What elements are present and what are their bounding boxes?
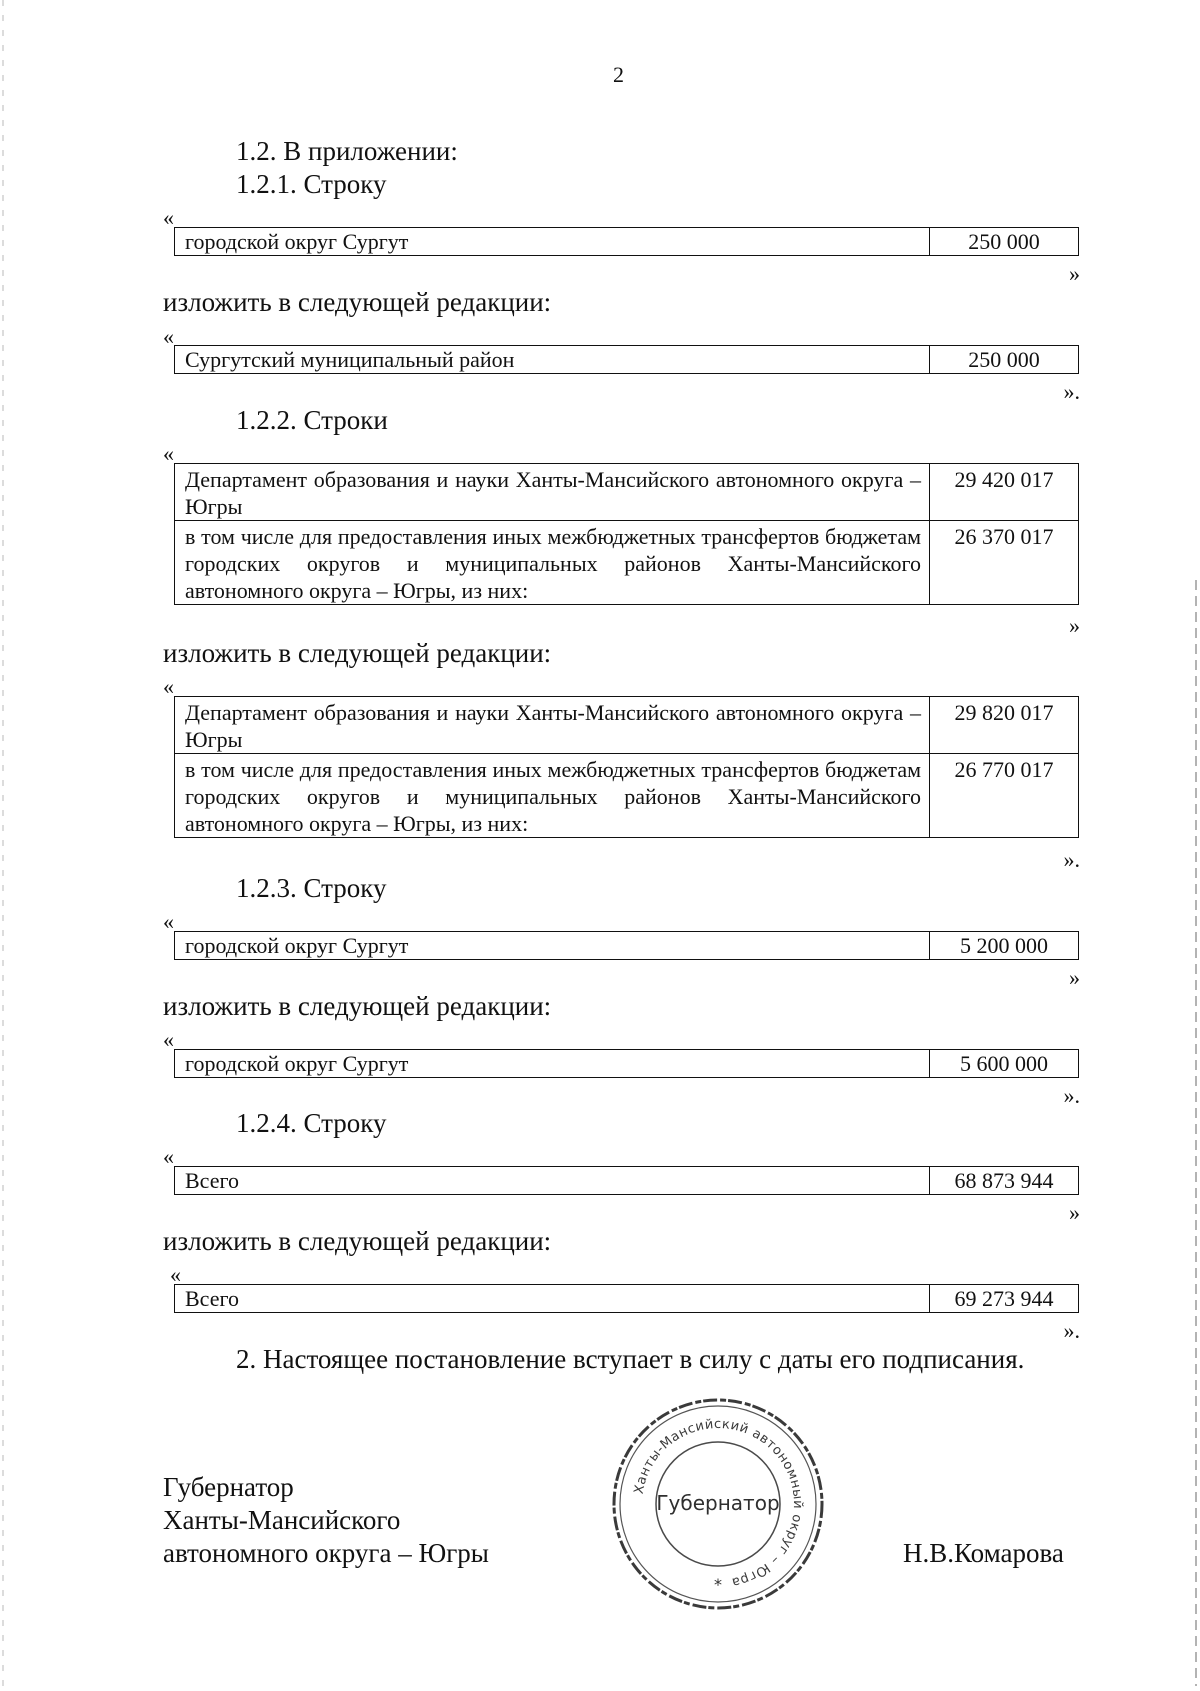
s121-old-table	[174, 227, 1079, 256]
row-value: 29 420 017	[930, 464, 1079, 521]
left-scan-edge	[0, 0, 8, 1686]
close-quote: »	[1069, 613, 1080, 638]
section-1-2-heading: 1.2. В приложении:	[236, 136, 458, 166]
section-1-2-3-title: 1.2.3. Строку	[236, 873, 387, 903]
edit-phrase: изложить в следующей редакции:	[163, 991, 552, 1021]
clause-2: 2. Настоящее постановление вступает в силу с даты его подписания.	[236, 1344, 1025, 1374]
row-name: городской округ Сургут	[175, 1050, 930, 1078]
open-quote: «	[163, 674, 174, 699]
edit-phrase: изложить в следующей редакции:	[163, 1226, 552, 1256]
table-row	[175, 697, 1079, 754]
seal-ring-text: Ханты-Мансийский автономный округ – Югра	[631, 1416, 806, 1590]
seal-center-text: Губернатор	[656, 1491, 780, 1515]
edit-phrase: изложить в следующей редакции:	[163, 287, 552, 317]
row-name: Всего	[175, 1167, 930, 1195]
signature-title-line-3: автономного округа – Югры	[163, 1538, 489, 1568]
row-name: Департамент образования и науки Ханты-Мансийского автономного округа – Югры	[175, 697, 930, 754]
row-name: в том числе для предоставления иных межбюджетных трансфертов бюджетам городских округов и муниципальных районов Ханты-Мансийского автономного округа – Югры, из них:	[175, 754, 930, 838]
row-name: городской округ Сургут	[175, 932, 930, 960]
official-seal	[606, 1392, 830, 1616]
close-quote: »	[1069, 1200, 1080, 1225]
s123-old-table	[174, 931, 1079, 960]
page-number: 2	[613, 62, 624, 87]
open-quote: «	[163, 441, 174, 466]
s121-new-table	[174, 345, 1079, 374]
close-quote: ».	[1063, 1083, 1080, 1108]
table-row	[175, 932, 1079, 960]
close-quote: »	[1069, 261, 1080, 286]
table-row	[175, 228, 1079, 256]
right-scan-edge	[1190, 580, 1200, 1686]
table-row	[175, 521, 1079, 605]
seal-star: *	[714, 1575, 722, 1594]
s124-old-table	[174, 1166, 1079, 1195]
row-value: 69 273 944	[930, 1285, 1079, 1313]
close-quote: ».	[1063, 847, 1080, 872]
row-value: 68 873 944	[930, 1167, 1079, 1195]
s122-new-table	[174, 696, 1079, 838]
table-row	[175, 1285, 1079, 1313]
section-1-2-4-title: 1.2.4. Строку	[236, 1108, 387, 1138]
section-1-2-1-title: 1.2.1. Строку	[236, 169, 387, 199]
table-row	[175, 754, 1079, 838]
open-quote: «	[163, 909, 174, 934]
row-name: Департамент образования и науки Ханты-Мансийского автономного округа – Югры	[175, 464, 930, 521]
close-quote: ».	[1063, 379, 1080, 404]
row-name: Всего	[175, 1285, 930, 1313]
row-name: Сургутский муниципальный район	[175, 346, 930, 374]
row-name: городской округ Сургут	[175, 228, 930, 256]
open-quote: «	[163, 1144, 174, 1169]
table-row	[175, 346, 1079, 374]
row-value: 26 370 017	[930, 521, 1079, 605]
row-value: 26 770 017	[930, 754, 1079, 838]
open-quote: «	[170, 1262, 181, 1287]
s124-new-table	[174, 1284, 1079, 1313]
section-1-2-2-title: 1.2.2. Строки	[236, 405, 388, 435]
open-quote: «	[163, 205, 174, 230]
open-quote: «	[163, 324, 174, 349]
open-quote: «	[163, 1027, 174, 1052]
close-quote: ».	[1063, 1318, 1080, 1343]
row-value: 5 600 000	[930, 1050, 1079, 1078]
table-row	[175, 464, 1079, 521]
row-value: 250 000	[930, 346, 1079, 374]
signature-title-line-2: Ханты-Мансийского	[163, 1505, 401, 1535]
close-quote: »	[1069, 965, 1080, 990]
table-row	[175, 1167, 1079, 1195]
row-name: в том числе для предоставления иных межбюджетных трансфертов бюджетам городских округов и муниципальных районов Ханты-Мансийского автономного округа – Югры, из них:	[175, 521, 930, 605]
s122-old-table	[174, 463, 1079, 605]
signature-title-line-1: Губернатор	[163, 1472, 294, 1502]
row-value: 250 000	[930, 228, 1079, 256]
row-value: 29 820 017	[930, 697, 1079, 754]
row-value: 5 200 000	[930, 932, 1079, 960]
signatory-name: Н.В.Комарова	[903, 1538, 1064, 1568]
s123-new-table	[174, 1049, 1079, 1078]
edit-phrase: изложить в следующей редакции:	[163, 638, 552, 668]
table-row	[175, 1050, 1079, 1078]
